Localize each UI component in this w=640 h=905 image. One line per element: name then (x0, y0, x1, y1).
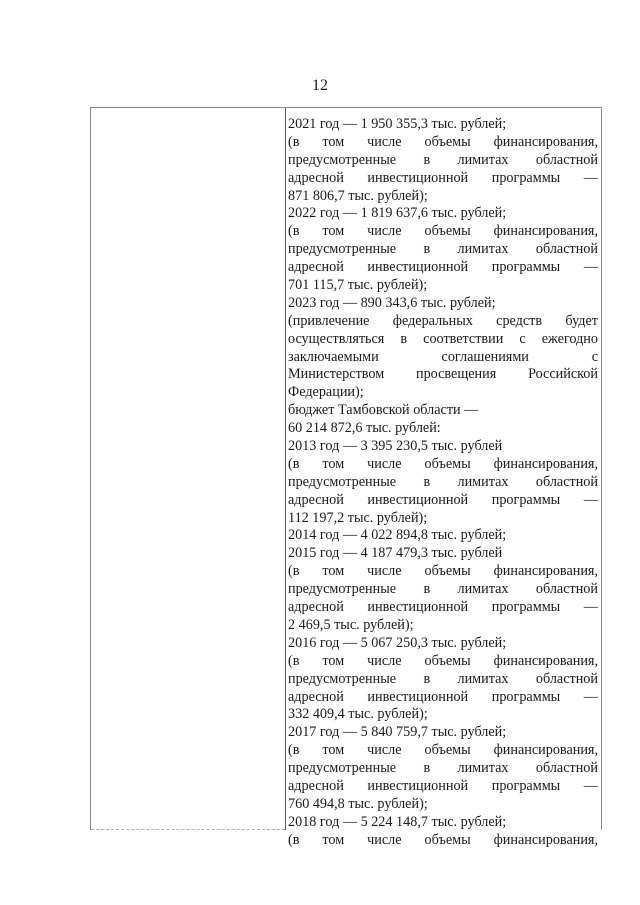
text-line: адресной инвестиционной программы — (288, 491, 598, 508)
text-line: (в том числе объемы финансирования, (288, 223, 598, 240)
text-line: (привлечение федеральных средств будет (288, 312, 598, 329)
text-line: (в том числе объемы финансирования, (288, 831, 598, 848)
text-line: (в том числе объемы финансирования, (288, 652, 598, 669)
table-right-cell (288, 116, 598, 850)
text-line: предусмотренные в лимитах областной (288, 670, 598, 687)
text-line: (в том числе объемы финансирования, (288, 742, 598, 759)
text-line: (в том числе объемы финансирования, (288, 133, 598, 150)
text-line: Министерством просвещения Российской (288, 366, 598, 383)
text-line: 2015 год — 4 187 479,3 тыс. рублей (288, 545, 503, 562)
text-line: адресной инвестиционной программы — (288, 599, 598, 616)
text-line: осуществляться в соответствии с ежегодно (288, 330, 598, 347)
text-line: адресной инвестиционной программы — (288, 259, 598, 276)
text-line: (в том числе объемы финансирования, (288, 563, 598, 580)
text-line: предусмотренные в лимитах областной (288, 241, 598, 258)
text-line: 2 469,5 тыс. рублей); (288, 616, 414, 633)
text-line: предусмотренные в лимитах областной (288, 581, 598, 598)
text-line: 332 409,4 тыс. рублей); (288, 706, 428, 723)
text-line: 2016 год — 5 067 250,3 тыс. рублей; (288, 634, 507, 651)
text-line: 2023 год — 890 343,6 тыс. рублей; (288, 294, 496, 311)
text-line: адресной инвестиционной программы — (288, 169, 598, 186)
text-line: бюджет Тамбовской области — (288, 402, 479, 419)
text-line: 871 806,7 тыс. рублей); (288, 187, 428, 204)
page-number: 12 (312, 77, 328, 94)
text-line: 112 197,2 тыс. рублей); (288, 509, 428, 526)
table-column-divider (285, 108, 286, 830)
text-line: 760 494,8 тыс. рублей); (288, 795, 428, 812)
text-line: адресной инвестиционной программы — (288, 777, 598, 794)
table-bottom-border (91, 829, 285, 830)
text-line: Федерации); (288, 384, 364, 401)
text-line: 2021 год — 1 950 355,3 тыс. рублей; (288, 116, 507, 132)
text-line: предусмотренные в лимитах областной (288, 473, 598, 490)
text-line: 2022 год — 1 819 637,6 тыс. рублей; (288, 205, 507, 222)
text-line: 2017 год — 5 840 759,7 тыс. рублей; (288, 724, 507, 741)
text-line: (в том числе объемы финансирования, (288, 455, 598, 472)
text-line: 60 214 872,6 тыс. рублей: (288, 420, 441, 437)
table-left-cell (91, 108, 285, 830)
text-line: 701 115,7 тыс. рублей); (288, 277, 428, 294)
text-line: 2013 год — 3 395 230,5 тыс. рублей (288, 438, 503, 455)
text-line: предусмотренные в лимитах областной (288, 151, 598, 168)
text-line: предусмотренные в лимитах областной (288, 760, 598, 777)
financing-table (90, 107, 602, 848)
text-line: адресной инвестиционной программы — (288, 688, 598, 705)
text-line: 2014 год — 4 022 894,8 тыс. рублей; (288, 527, 507, 544)
text-line: 2018 год — 5 224 148,7 тыс. рублей; (288, 813, 507, 830)
text-line: заключаемыми соглашениями с (288, 348, 598, 365)
